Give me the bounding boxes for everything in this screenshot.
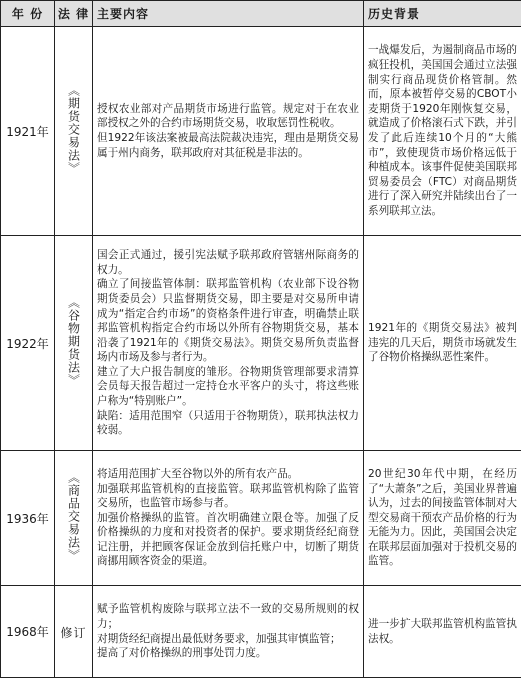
law-cell <box>55 586 93 678</box>
law-name: 《商品交易法》 <box>66 470 81 562</box>
law-cell <box>55 27 93 236</box>
table-row <box>1 451 521 586</box>
header-historical-background: 历史背景 <box>364 1 521 27</box>
law-cell <box>55 451 93 586</box>
background-cell <box>364 236 521 451</box>
header-year: 年 份 <box>1 1 55 27</box>
main-content-paragraph: 赋予监管机构废除与联邦立法不一致的交易所规则的权力； <box>97 603 359 630</box>
background-cell <box>364 451 521 586</box>
table-row <box>1 236 521 451</box>
background-paragraph: 20世纪30年代中期，在经历了“大萧条”之后，美国业界普遍认为，过去的间接监管体制对大型交易商干预农产品价格的行为无能为力。因此，美国国会决定在联邦层面加强对于投机交易的监管。 <box>368 467 517 568</box>
law-cell <box>55 236 93 451</box>
main-content-paragraph: 建立了大户报告制度的雏形。谷物期货管理部要求清算会员每天报告超过一定持仓水平客户的头寸，将这些账户称为“特别账户”。 <box>97 365 359 408</box>
main-content-cell <box>93 586 364 678</box>
main-content-paragraph: 缺陷：适用范围窄（只适用于谷物期货），联邦执法权力较弱。 <box>97 409 359 437</box>
law-name: 《期货交易法》 <box>66 83 81 175</box>
main-content-paragraph: 对期货经纪商提出最低财务要求，加强其审慎监管； <box>97 632 341 645</box>
main-content-cell <box>93 27 364 236</box>
background-paragraph: 一战爆发后，为遏制商品市场的疯狂投机，美国国会通过立法强制实行商品现货价格管制。然而，原本被暂停交易的CBOT小麦期货于1920年刚恢复交易，就造成了价格滚石式下跌，并引发了此后连续10个月的“大熊市”，致使现货市场价格远低于种植成本。该事件促使美国联邦贸易委员会（FTC）对商品期货进行了深入研究并陆续出台了一系列联邦立法。 <box>368 44 517 217</box>
background-cell <box>364 27 521 236</box>
main-content-paragraph: 确立了间接监管体制：联邦监管机构（农业部下设谷物期货委员会）只监督期货交易，即主要是对交易所申请成为“指定合约市场”的资格条件进行审查，明确禁止联邦监管机构指定合约市场以外所有谷物期货交易，基本沿袭了1921年的《期货交易法》。期货交易所负责监督场内市场及参与者行为。 <box>97 278 359 364</box>
main-content-paragraph: 提高了对价格操纵的刑事处罚力度。 <box>97 647 267 660</box>
main-content-paragraph: 授权农业部对产品期货市场进行监管。规定对于在农业部授权之外的合约市场期货交易，收取惩罚性税收。 <box>97 102 359 130</box>
year-cell: 1922年 <box>1 236 55 451</box>
year-cell: 1921年 <box>1 27 55 236</box>
law-name: 《谷物期货法》 <box>66 295 81 387</box>
main-content-paragraph: 国会正式通过，援引宪法赋予联邦政府管辖州际商务的权力。 <box>97 249 359 276</box>
background-paragraph: 进一步扩大联邦监管机构监管执法权。 <box>368 617 517 645</box>
year-cell: 1936年 <box>1 451 55 586</box>
main-content-cell <box>93 236 364 451</box>
main-content-paragraph: 但1922年该法案被最高法院裁决违宪，理由是期货交易属于州内商务，联邦政府对其征税是非法的。 <box>97 132 359 159</box>
header-law: 法 律 <box>55 1 93 27</box>
table-row <box>1 586 521 678</box>
year-cell: 1968年 <box>1 586 55 678</box>
header-main-content: 主要内容 <box>93 1 364 27</box>
main-content-paragraph: 将适用范围扩大至谷物以外的所有农产品。 <box>97 467 299 480</box>
background-cell <box>364 586 521 678</box>
main-content-paragraph: 加强价格操纵的监管。首次明确建立限仓等。加强了反价格操纵的力度和对投资者的保护。要求期货经纪商登记注册，并把顾客保证金放到信托账户中，切断了期货商挪用顾客资金的渠道。 <box>97 511 359 568</box>
table-row <box>1 27 521 236</box>
law-name: 修订 <box>60 626 87 640</box>
main-content-paragraph: 加强联邦监管机构的直接监管。联邦监管机构除了监管交易所，也监管市场参与者。 <box>97 482 359 510</box>
background-paragraph: 1921年的《期货交易法》被判违宪的几天后，期货市场就发生了谷物价格操纵恶性案件。 <box>368 322 517 364</box>
header-row <box>1 1 521 27</box>
main-content-cell <box>93 451 364 586</box>
